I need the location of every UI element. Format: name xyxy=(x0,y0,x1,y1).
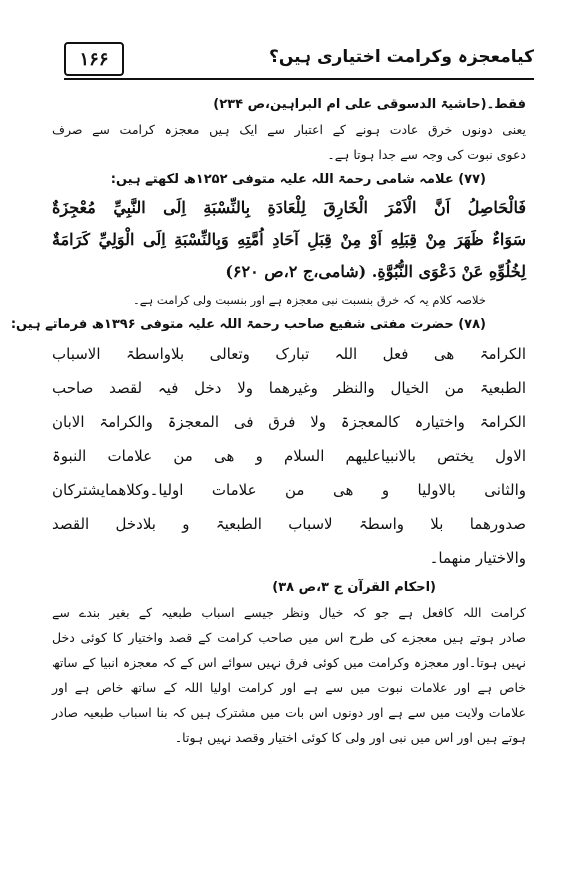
page-content xyxy=(10,92,526,872)
quote-heading: (۷۷) علامہ شامی رحمۃ اللہ علیہ متوفی ۱۲۵۲ھ لکھتے ہیں: xyxy=(110,172,486,187)
citation-line: (احکام القرآن ج ۳،ص ۳۸) xyxy=(272,580,436,595)
arabic-quote-line: سَوَاءٌ ظَهَرَ مِنْ قِبَلِهِ اَوْ مِنْ قِبَلِ آحَادِ اُمَّتِهِ وَبِالنِّسْبَةِ اِلَى الْوَلِيِّ كَرَامَةٌ xyxy=(52,230,526,249)
arabic-text-line: الاول یختص بالانبیاعلیھم السلام و ھی من علامات النبوۃ xyxy=(52,447,526,465)
citation-line: فقط۔(حاشیۃ الدسوقی علی ام البراہین،ص ۲۳۴) xyxy=(213,97,526,112)
arabic-text-line: الکرامۃ ھی فعل اللہ تبارک وتعالی بلاواسطۃ الاسباب xyxy=(52,345,526,363)
arabic-text-line: والاختیار منھما۔ xyxy=(429,549,526,567)
page-number: ۱۶۶ xyxy=(64,42,124,76)
header-rule xyxy=(64,78,534,80)
arabic-text-line: صدورھما بلا واسطۃ لاسباب الطبعیۃ و بلادخل القصد xyxy=(52,515,526,533)
translation-line: کرامت اللہ کافعل ہے جو کہ خیال ونظر جیسے اسباب طبعیہ کے بغیر بندے سے xyxy=(52,605,526,620)
arabic-text-line: الطبعیۃ من الخیال والنظر وغیرھما ولا دخل فیہ لقصد صاحب xyxy=(52,379,526,397)
translation-line: علامات ولایت میں سے ہے اور دونوں اس بات میں مشترک ہیں کہ بنا اسباب طبعیہ صادر xyxy=(52,705,526,720)
arabic-text-line: الکرامۃ واختیارہ کالمعجزۃ ولا فرق فی المعجزۃ والکرامۃ الابان xyxy=(52,413,526,431)
arabic-text-line: والثانی بالاولیا و ھی من علامات اولیا۔وکلاھمایشترکان xyxy=(52,481,526,499)
running-title: کیامعجزہ وکرامت اختیاری ہیں؟ xyxy=(268,47,534,67)
paragraph-line: دعوی نبوت کی وجہ سے جدا ہوتا ہے۔ xyxy=(327,147,526,162)
translation-line: ہوتے ہیں اور اس میں نبی اور ولی کا کوئی اختیار وقصد نہیں ہوتا۔ xyxy=(174,730,526,745)
paragraph-line: یعنی دونوں خرق عادت ہونے کے اعتبار سے ایک ہیں معجزہ کرامت سے صرف xyxy=(52,122,526,137)
quote-heading: (۷۸) حضرت مفتی شفیع صاحب رحمۃ اللہ علیہ متوفی ۱۳۹۶ھ فرماتے ہیں: xyxy=(10,317,486,332)
summary-line: خلاصہ کلام یہ کہ خرق بنسبت نبی معجزہ ہے اور بنسبت ولی کرامت ہے۔ xyxy=(133,293,486,307)
arabic-quote-line: لِخُلُوِّهِ عَنْ دَعْوَى النُّبُوَّةِ. (شامی،ج ۲،ص ۶۲۰) xyxy=(225,262,526,281)
translation-line: خاص ہے اور علامات نبوت میں سے ہے اور کرامت اولیا اللہ کے ساتھ خاص ہے اور xyxy=(52,680,526,695)
translation-line: صادر ہوتے ہیں معجزے کی طرح اس میں صاحب کرامت کے قصد واختیار کا کوئی دخل xyxy=(52,630,526,645)
translation-line: نہیں ہوتا۔اور معجزہ وکرامت میں کوئی فرق نہیں سوائے اس کے کہ معجزہ انبیا کے ساتھ xyxy=(52,655,526,670)
arabic-quote-line: فَالْحَاصِلُ اَنَّ الْاَمْرَ الْخَارِقَ لِلْعَادَةِ بِالنِّسْبَةِ اِلَى النَّبِيِّ مُعْجِزَةٌ xyxy=(52,198,526,217)
page-header xyxy=(64,38,534,84)
